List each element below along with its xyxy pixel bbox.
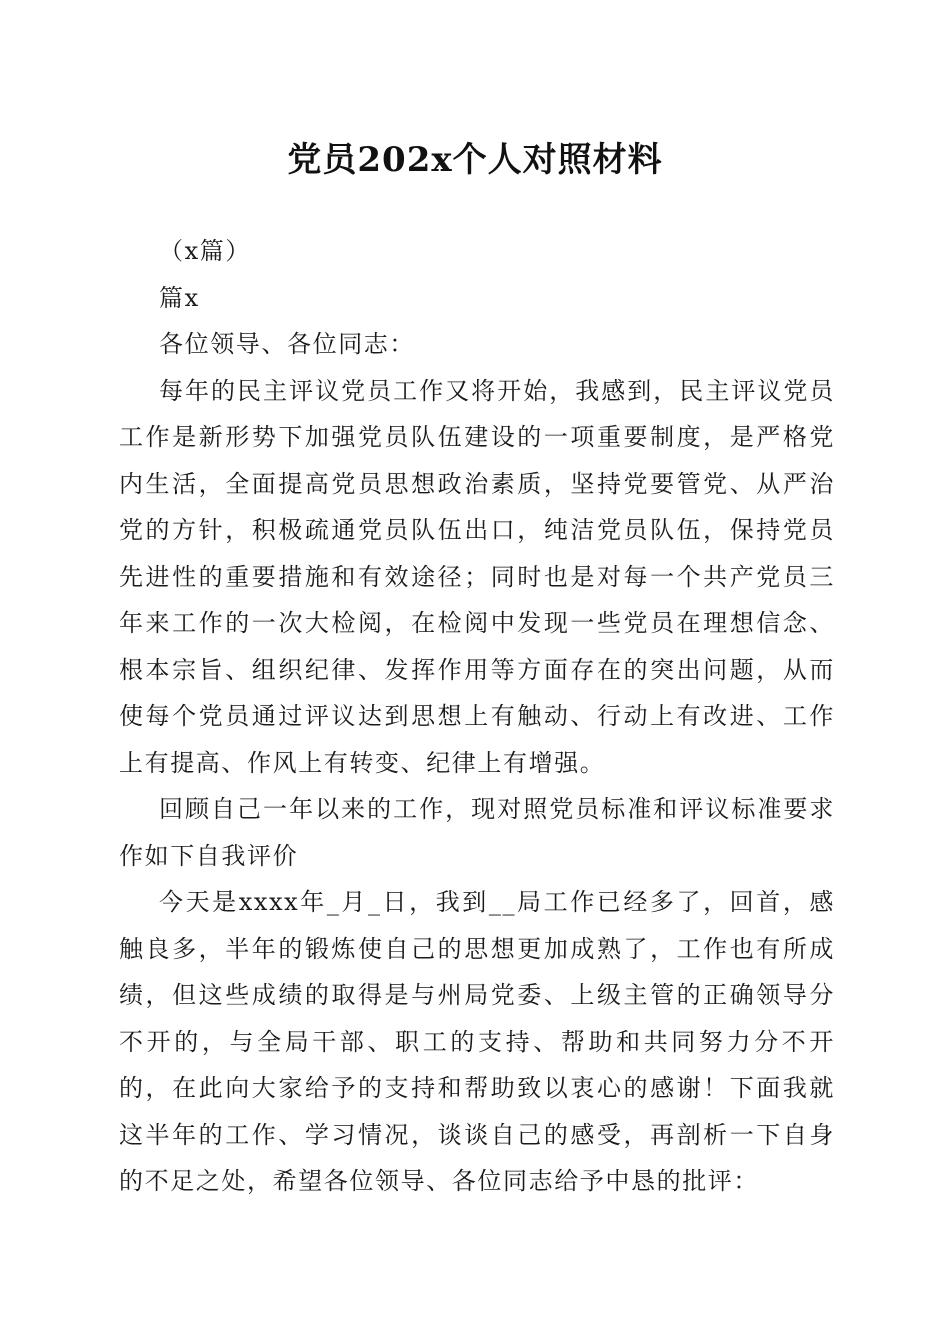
document-title: 党员202x个人对照材料 [287,140,663,180]
paragraph-reflection: 今天是xxxx年_月_日，我到__局工作已经多了，回首，感触良多，半年的锻炼使自己的思想更加成熟了，工作也有所成绩，但这些成绩的取得是与州局党委、上级主管的正确领导分不开的，与全局干部、职工的支持、帮助和共同努力分不开的，在此向大家给予的支持和帮助致以衷心的感谢！下面我就这半年的工作、学习情况，谈谈自己的感受，再剖析一下自身的不足之处，希望各位领导、各位同志给予中恳的批评： [119,888,835,1195]
paragraph-section-count: （x篇） [159,237,251,265]
paragraph-review: 回顾自己一年以来的工作，现对照党员标准和评议标准要求作如下自我评价 [119,795,835,870]
document-body [119,228,835,1205]
paragraph-salutation: 各位领导、各位同志： [159,330,415,358]
paragraph-intro: 每年的民主评议党员工作又将开始，我感到，民主评议党员工作是新形势下加强党员队伍建设的一项重要制度，是严格党内生活，全面提高党员思想政治素质，坚持党要管党、从严治党的方针，积极疏通党员队伍出口，纯洁党员队伍，保持党员先进性的重要措施和有效途径；同时也是对每一个共产党员三年来工作的一次大检阅，在检阅中发现一些党员在理想信念、根本宗旨、组织纪律、发挥作用等方面存在的突出问题，从而使每个党员通过评议达到思想上有触动、行动上有改进、工作上有提高、作风上有转变、纪律上有增强。 [119,376,835,777]
paragraph-section-label: 篇x [159,283,200,312]
